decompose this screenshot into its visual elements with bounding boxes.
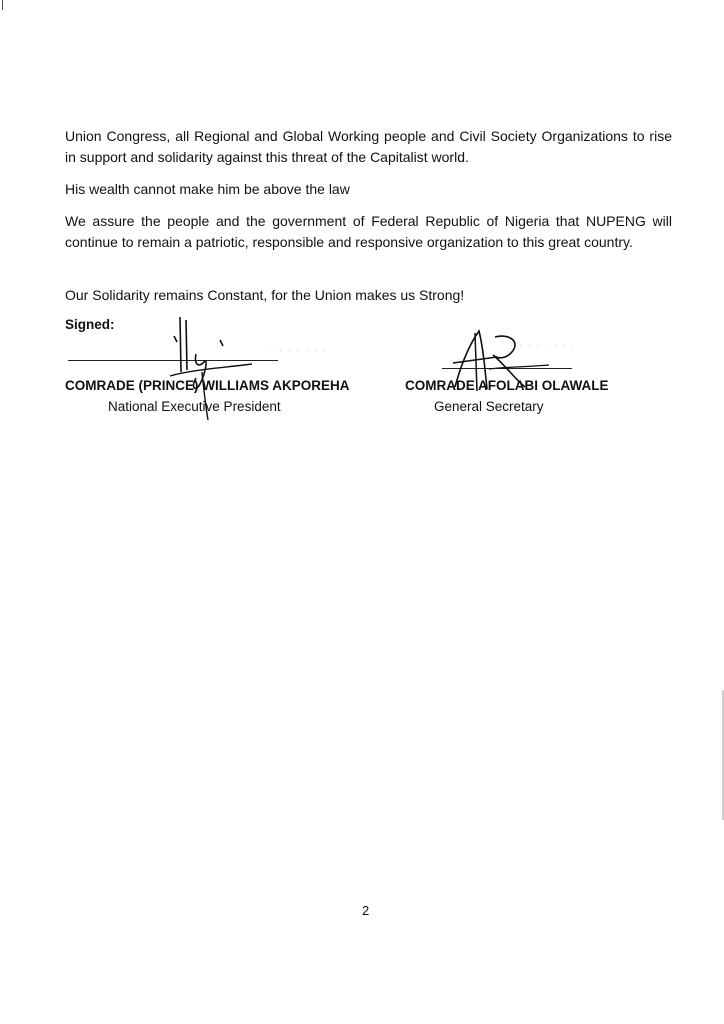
- faint-bleed-through-text: · · · · · · · ·: [510, 340, 576, 352]
- signatory-name-president: COMRADE (PRINCE) WILLIAMS AKPOREHA: [65, 378, 350, 393]
- faint-bleed-through-text: · · · · · · ·: [270, 345, 327, 357]
- signatory-title-president: National Executive President: [108, 399, 281, 414]
- paragraph-solidarity-call: Union Congress, all Regional and Global Working people and Civil Society Organizations to rise in support and solidarity against this threat of the Capitalist world.: [65, 128, 672, 165]
- paragraph-assurance: We assure the people and the government of Federal Republic of Nigeria that NUPENG will continue to remain a patriotic, responsible and responsive organization to this great country.: [65, 213, 672, 250]
- page-number: 2: [362, 903, 370, 918]
- signatory-title-secretary: General Secretary: [434, 399, 544, 414]
- signatory-name-secretary: COMRADE AFOLABI OLAWALE: [405, 378, 609, 393]
- scan-edge-mark: [2, 0, 3, 10]
- signed-label: Signed:: [65, 317, 115, 332]
- paragraph-wealth-law: His wealth cannot make him be above the law: [65, 181, 350, 197]
- paragraph-closing-slogan: Our Solidarity remains Constant, for the Union makes us Strong!: [65, 287, 465, 303]
